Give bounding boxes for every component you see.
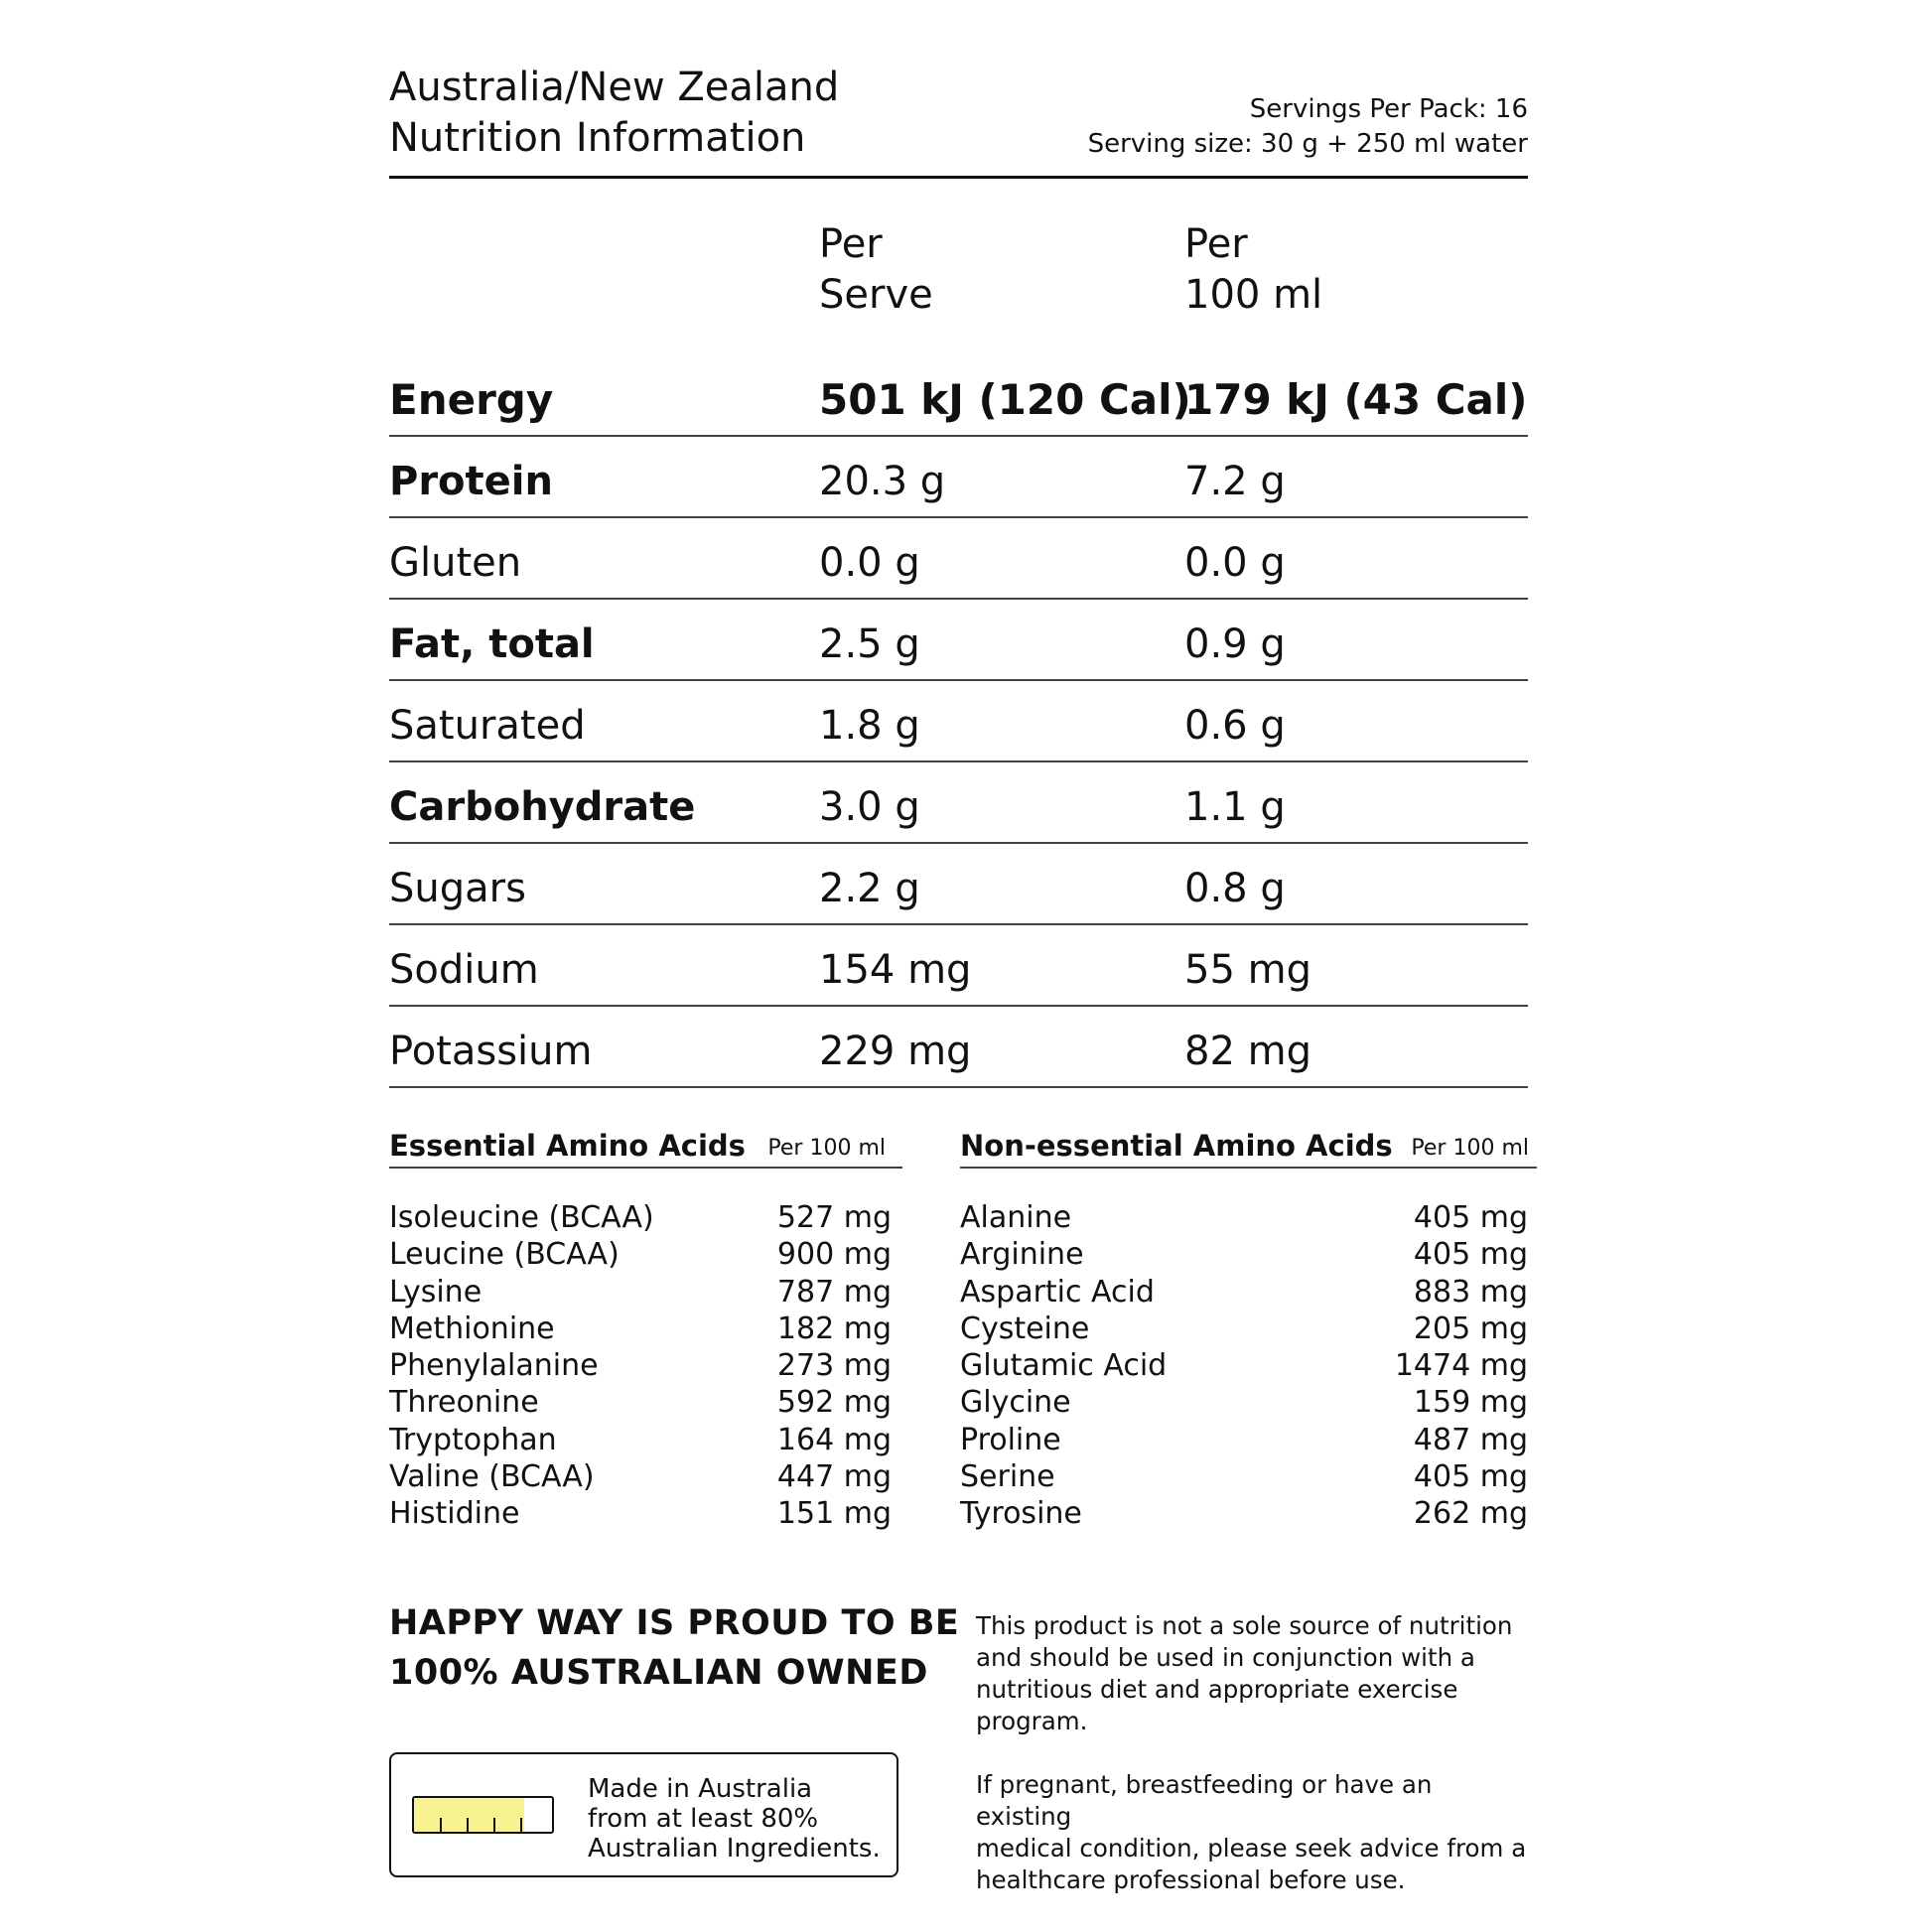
title-line-2: Nutrition Information (389, 115, 806, 161)
amino-name: Glycine (960, 1385, 1071, 1421)
nutrition-row-sodium (389, 923, 1528, 1007)
col-per-serve-line1: Per (819, 221, 883, 267)
amino-value: 592 mg (776, 1385, 892, 1421)
nutrient-name: Potassium (389, 1029, 593, 1074)
nutrient-per-100ml: 0.9 g (1184, 621, 1286, 667)
amino-value: 164 mg (776, 1422, 892, 1457)
nutrient-per-serve: 0.0 g (819, 540, 920, 586)
amino-name: Leucine (BCAA) (389, 1237, 620, 1273)
nutrient-per-100ml: 82 mg (1184, 1029, 1311, 1074)
bar-tick (440, 1818, 442, 1832)
amino-name: Threonine (389, 1385, 539, 1421)
amino-name: Methionine (389, 1311, 555, 1346)
australian-owned-statement (389, 1598, 959, 1698)
nutrient-per-serve: 501 kJ (120 Cal) (819, 375, 1191, 424)
amino-name: Isoleucine (BCAA) (389, 1200, 654, 1235)
nonessential-amino-list (960, 1199, 1528, 1533)
amino-row (960, 1384, 1528, 1421)
bar-tick (467, 1818, 469, 1832)
amino-value: 262 mg (1413, 1496, 1528, 1532)
amino-name: Alanine (960, 1200, 1072, 1235)
amino-value: 405 mg (1413, 1200, 1528, 1235)
nutrition-row-energy (389, 353, 1528, 437)
amino-value: 273 mg (776, 1348, 892, 1384)
nutrition-row-fat-total (389, 598, 1528, 681)
nutrient-per-100ml: 0.0 g (1184, 540, 1286, 586)
amino-name: Serine (960, 1459, 1055, 1495)
nonessential-amino-unit: Per 100 ml (1411, 1136, 1529, 1161)
col-per-100ml-line1: Per (1184, 221, 1248, 267)
bar-tick (493, 1818, 495, 1832)
proud-line-1: HAPPY WAY IS PROUD TO BE (389, 1603, 960, 1643)
amino-value: 205 mg (1413, 1311, 1528, 1346)
amino-value: 487 mg (1413, 1422, 1528, 1457)
amino-value: 883 mg (1413, 1274, 1528, 1310)
amino-row (960, 1347, 1528, 1384)
amino-name: Valine (BCAA) (389, 1459, 595, 1495)
nutrition-row-gluten (389, 516, 1528, 600)
essential-amino-title: Essential Amino Acids (389, 1129, 746, 1163)
nutrient-per-100ml: 0.6 g (1184, 703, 1286, 749)
nutrient-per-100ml: 179 kJ (43 Cal) (1184, 375, 1528, 424)
disclaimer-line: healthcare professional before use. (976, 1865, 1406, 1894)
nutrient-per-serve: 2.5 g (819, 621, 920, 667)
disclaimer-nutrition (976, 1610, 1532, 1737)
amino-row (960, 1199, 1528, 1236)
header-divider (389, 176, 1528, 179)
nutrient-name: Gluten (389, 540, 522, 586)
amino-row (960, 1236, 1528, 1273)
badge-line-3: Australian Ingredients. (588, 1834, 881, 1863)
amino-row (389, 1458, 892, 1495)
amino-name: Aspartic Acid (960, 1274, 1155, 1310)
amino-name: Cysteine (960, 1311, 1090, 1346)
col-per-serve-line2: Serve (819, 272, 933, 318)
amino-row (389, 1422, 892, 1458)
essential-amino-list (389, 1199, 892, 1533)
amino-row (389, 1236, 892, 1273)
nutrient-name: Protein (389, 459, 553, 504)
nutrient-name: Sugars (389, 866, 526, 911)
nutrition-row-potassium (389, 1005, 1528, 1088)
amino-row (960, 1495, 1528, 1532)
nutrient-per-100ml: 55 mg (1184, 947, 1311, 993)
amino-name: Tyrosine (960, 1496, 1082, 1532)
nutrient-per-serve: 2.2 g (819, 866, 920, 911)
bar-tick (520, 1818, 522, 1832)
amino-row (960, 1422, 1528, 1458)
nutrient-per-100ml: 1.1 g (1184, 784, 1286, 830)
amino-name: Arginine (960, 1237, 1084, 1273)
nonessential-amino-header (960, 1125, 1537, 1169)
amino-value: 151 mg (776, 1496, 892, 1532)
amino-row (389, 1495, 892, 1532)
amino-name: Phenylalanine (389, 1348, 599, 1384)
nutrition-row-protein (389, 435, 1528, 518)
nutrient-per-serve: 3.0 g (819, 784, 920, 830)
amino-name: Glutamic Acid (960, 1348, 1168, 1384)
nutrient-per-serve: 1.8 g (819, 703, 920, 749)
title-line-1: Australia/New Zealand (389, 65, 840, 110)
nutrient-name: Carbohydrate (389, 784, 696, 830)
nutrient-name: Fat, total (389, 621, 595, 667)
essential-amino-header (389, 1125, 902, 1169)
amino-value: 1474 mg (1394, 1348, 1528, 1384)
amino-row (389, 1199, 892, 1236)
amino-value: 527 mg (776, 1200, 892, 1235)
amino-row (960, 1311, 1528, 1347)
nutrient-per-serve: 154 mg (819, 947, 972, 993)
nonessential-amino-title: Non-essential Amino Acids (960, 1129, 1393, 1163)
amino-row (389, 1274, 892, 1311)
nutrient-name: Saturated (389, 703, 586, 749)
col-per-100ml-line2: 100 ml (1184, 272, 1323, 318)
badge-line-2: from at least 80% (588, 1804, 819, 1834)
amino-name: Histidine (389, 1496, 520, 1532)
disclaimer-line: medical condition, please seek advice from a (976, 1834, 1527, 1863)
nutrient-per-serve: 229 mg (819, 1029, 972, 1074)
amino-row (389, 1311, 892, 1347)
proud-line-2: 100% AUSTRALIAN OWNED (389, 1653, 928, 1693)
amino-name: Tryptophan (389, 1422, 557, 1457)
nutrient-per-serve: 20.3 g (819, 459, 946, 504)
amino-value: 787 mg (776, 1274, 892, 1310)
nutrition-row-saturated (389, 679, 1528, 762)
essential-amino-unit: Per 100 ml (767, 1136, 886, 1161)
amino-value: 405 mg (1413, 1459, 1528, 1495)
amino-row (389, 1347, 892, 1384)
amino-row (960, 1458, 1528, 1495)
badge-line-1: Made in Australia (588, 1774, 813, 1804)
amino-name: Lysine (389, 1274, 483, 1310)
ingredient-bar-graph-icon (412, 1796, 554, 1834)
ingredient-bar-fill (414, 1798, 524, 1832)
amino-value: 159 mg (1413, 1385, 1528, 1421)
badge-text (588, 1774, 881, 1863)
servings-per-pack: Servings Per Pack: 16 (1249, 94, 1528, 124)
disclaimer-line: nutritious diet and appropriate exercise (976, 1675, 1458, 1704)
disclaimer-line: This product is not a sole source of nutrition (976, 1611, 1513, 1640)
disclaimer-line: program. (976, 1707, 1088, 1735)
disclaimer-medical (976, 1769, 1532, 1896)
nutrition-row-sugars (389, 842, 1528, 925)
made-in-australia-badge (389, 1752, 898, 1877)
disclaimer-line: If pregnant, breastfeeding or have an existing (976, 1770, 1433, 1831)
amino-value: 900 mg (776, 1237, 892, 1273)
nutrition-row-carbohydrate (389, 760, 1528, 844)
nutrient-per-100ml: 7.2 g (1184, 459, 1286, 504)
amino-value: 447 mg (776, 1459, 892, 1495)
nutrient-name: Energy (389, 375, 554, 424)
amino-value: 182 mg (776, 1311, 892, 1346)
disclaimer-line: and should be used in conjunction with a (976, 1643, 1475, 1672)
amino-row (960, 1274, 1528, 1311)
amino-row (389, 1384, 892, 1421)
nutrient-name: Sodium (389, 947, 539, 993)
amino-value: 405 mg (1413, 1237, 1528, 1273)
amino-name: Proline (960, 1422, 1061, 1457)
nutrient-per-100ml: 0.8 g (1184, 866, 1286, 911)
serving-size: Serving size: 30 g + 250 ml water (1087, 129, 1528, 159)
